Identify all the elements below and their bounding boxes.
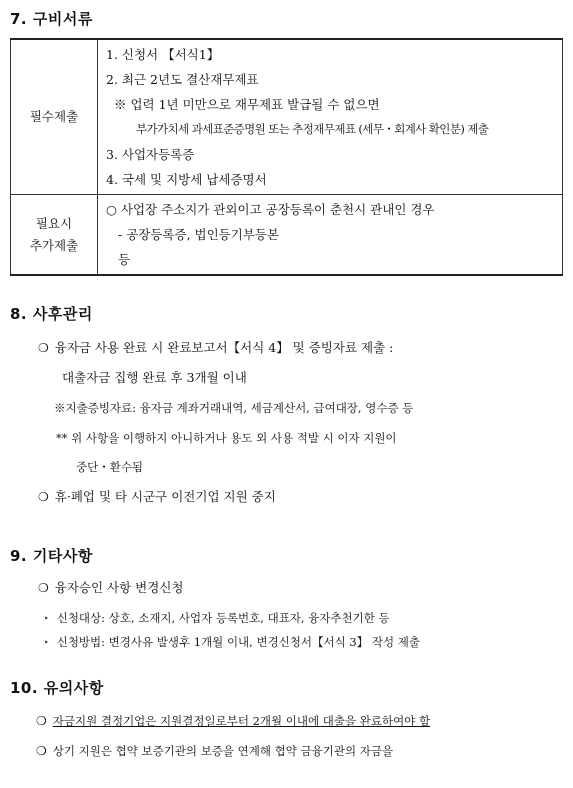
required-label: 필수제출 bbox=[29, 109, 79, 124]
open-circle-bullet-icon: ❍ bbox=[36, 744, 47, 758]
section-heading-documents: 7. 구비서류 bbox=[10, 10, 93, 28]
note-text: ** 위 사항을 이행하지 아니하거나 용도 외 사용 적발 시 이자 지원이 bbox=[56, 431, 397, 445]
sub-list-item-text: 신청방법: 변경사유 발생후 1개월 이내, 변경신청서【서식 3】 작성 제출 bbox=[56, 635, 420, 649]
optional-items-cell bbox=[98, 195, 563, 276]
section-heading-other: 9. 기타사항 bbox=[10, 547, 93, 565]
list-item-text: 상기 지원은 협약 보증기관의 보증을 연계해 협약 금융기관의 자금을 bbox=[52, 744, 394, 758]
optional-label-line2: 추가제출 bbox=[29, 237, 79, 253]
note-text: ※지출증빙자료: 융자금 계좌거래내역, 세금계산서, 급여대장, 영수증 등 bbox=[54, 401, 414, 415]
list-item bbox=[36, 741, 393, 761]
list-item: ○ 사업장 주소지가 관외이고 공장등록이 춘천시 관내인 경우 bbox=[106, 202, 435, 217]
section-heading-notes: 10. 유의사항 bbox=[10, 679, 104, 697]
required-items-cell bbox=[98, 39, 563, 195]
open-circle-bullet-icon: ❍ bbox=[36, 714, 47, 728]
sub-list-item bbox=[44, 608, 390, 629]
open-circle-bullet-icon: ❍ bbox=[38, 341, 49, 355]
list-item bbox=[36, 711, 430, 731]
triangle-bullet-icon: ‣ bbox=[44, 614, 49, 623]
list-item-text: 휴·폐업 및 타 시군구 이전기업 지원 중지 bbox=[54, 489, 276, 504]
list-item bbox=[38, 487, 276, 507]
open-circle-bullet-icon: ❍ bbox=[38, 581, 49, 595]
optional-label-line1: 필요시 bbox=[35, 215, 73, 231]
table-row bbox=[11, 39, 563, 195]
open-circle-bullet-icon: ❍ bbox=[38, 490, 49, 504]
required-documents-table bbox=[10, 38, 563, 276]
list-item: 4. 국세 및 지방세 납세증명서 bbox=[106, 172, 267, 187]
list-item-note: ※ 업력 1년 미만으로 재무제표 발급될 수 없으면 bbox=[114, 97, 380, 112]
table-row bbox=[11, 195, 563, 276]
note-text: 중단・환수됨 bbox=[76, 460, 144, 474]
list-item-text: 융자승인 사항 변경신청 bbox=[54, 580, 184, 595]
list-item-text: 융자금 사용 완료 시 완료보고서【서식 4】 및 증빙자료 제출 : bbox=[54, 340, 394, 355]
list-item: 2. 최근 2년도 결산재무제표 bbox=[106, 72, 259, 87]
list-item: - 공장등록증, 법인등기부등본 bbox=[118, 227, 280, 242]
list-item-note-detail: 부가가치세 과세표준증명원 또는 추정재무제표 (세무・회계사 확인분) 제출 bbox=[136, 122, 489, 136]
list-item: 1. 신청서 【서식1】 bbox=[106, 47, 220, 62]
list-item: 3. 사업자등록증 bbox=[106, 147, 195, 162]
sub-list-item bbox=[44, 632, 420, 653]
list-item-text: 자금지원 결정기업은 지원결정일로부터 2개월 이내에 대출을 완료하여야 함 bbox=[52, 714, 431, 728]
triangle-bullet-icon: ‣ bbox=[44, 638, 49, 647]
list-item bbox=[38, 338, 393, 358]
sub-list-item-text: 신청대상: 상호, 소재지, 사업자 등록번호, 대표자, 융자추천기한 등 bbox=[56, 611, 390, 625]
list-item: 등 bbox=[118, 252, 131, 267]
list-item-continuation: 대출자금 집행 완료 후 3개월 이내 bbox=[62, 370, 247, 385]
optional-label-cell bbox=[11, 195, 98, 276]
section-heading-post-management: 8. 사후관리 bbox=[10, 305, 93, 323]
required-label-cell bbox=[11, 39, 98, 195]
list-item bbox=[38, 578, 183, 598]
